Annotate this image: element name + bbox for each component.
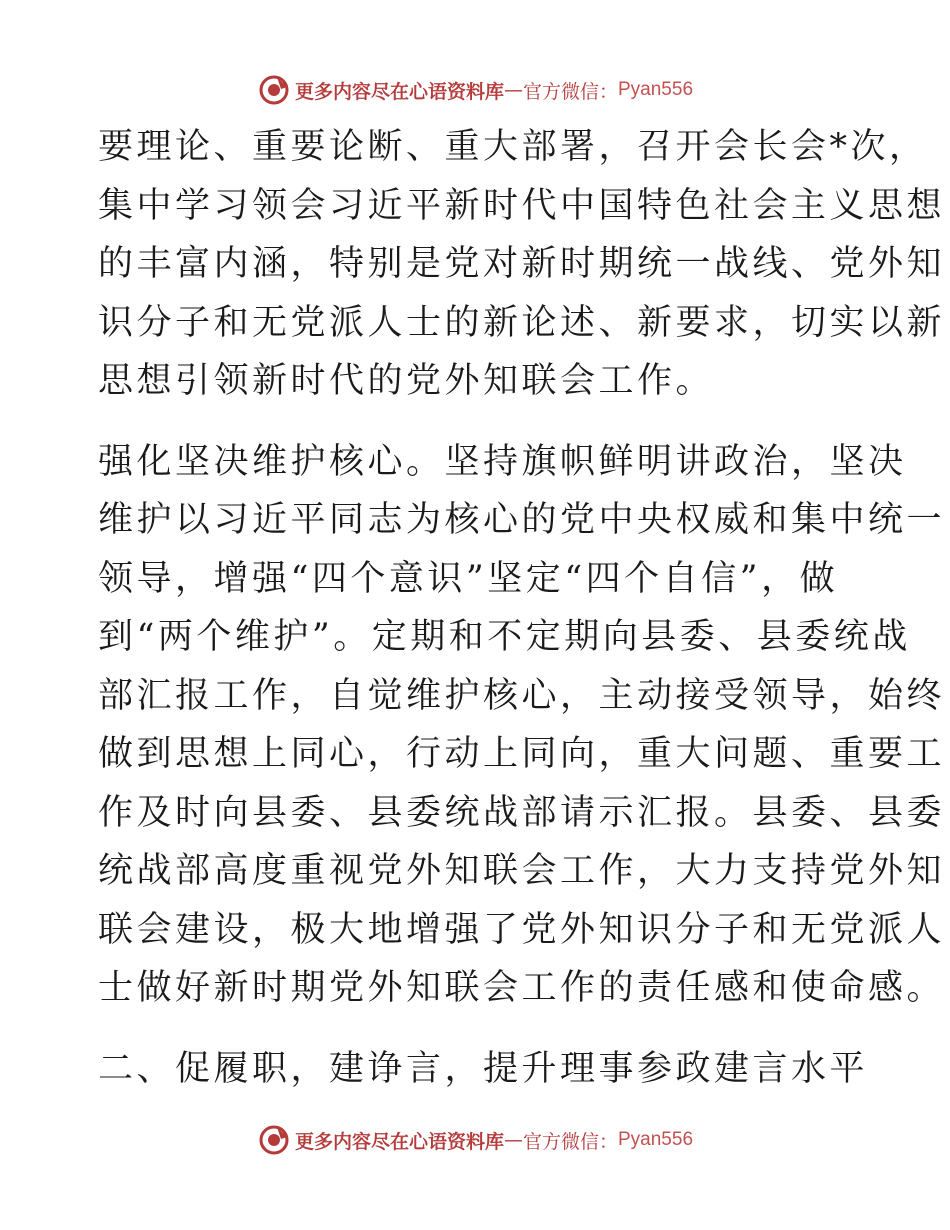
- text-line: 到“两个维护”。定期和不定期向县委、县委统战: [98, 617, 911, 657]
- text-line: 部汇报工作，自觉维护核心，主动接受领导，始终: [98, 675, 946, 716]
- footer-watermark-banner: [0, 1120, 950, 1160]
- text-line: 士做好新时期党外知联会工作的责任感和使命感。: [98, 968, 946, 1008]
- banner-main-text: 更多内容尽在心语资料库: [294, 80, 504, 103]
- text-line: 联会建设，极大地增强了党外知识分子和无党派人: [98, 909, 946, 950]
- banner-wx-id: Pyan556: [618, 1129, 694, 1150]
- banner-wx-id: Pyan556: [618, 79, 694, 100]
- text-line: 强化坚决维护核心。坚持旗帜鲜明讲政治，坚决: [98, 441, 907, 482]
- banner-wx-label: 官方微信：: [522, 80, 618, 103]
- text-line: 做到思想上同心，行动上同向，重大问题、重要工: [98, 734, 946, 774]
- text-line: 思想引领新时代的党外知联会工作。: [98, 361, 715, 401]
- brand-logo-icon: [257, 73, 291, 107]
- section-heading: [98, 1040, 869, 1099]
- header-watermark-banner: [0, 70, 950, 110]
- brand-logo-icon: [257, 1123, 291, 1157]
- text-line: 维护以习近平同志为核心的党中央权威和集中统一: [98, 500, 946, 540]
- text-line: 要理论、重要论断、重大部署，召开会长会*次，: [98, 127, 928, 167]
- paragraph-gap: [98, 411, 858, 433]
- paragraph-2: [98, 433, 946, 1018]
- text-line: 作及时向县委、县委统战部请示汇报。县委、县委: [98, 792, 946, 833]
- text-line: 领导，增强“四个意识”坚定“四个自信”，做: [98, 558, 839, 599]
- banner-wx-label: 官方微信：: [522, 1130, 618, 1153]
- text-line: 的丰富内涵，特别是党对新时期统一战线、党外知: [98, 244, 946, 284]
- paragraph-1: [98, 118, 946, 411]
- banner-dash: —: [503, 1129, 523, 1151]
- banner-dash: —: [503, 79, 523, 101]
- document-body: [98, 118, 946, 1098]
- paragraph-gap: [98, 1018, 858, 1040]
- text-line: 识分子和无党派人士的新论述、新要求，切实以新: [98, 302, 946, 343]
- text-line: 集中学习领会习近平新时代中国特色社会主义思想: [98, 185, 946, 226]
- banner-main-text: 更多内容尽在心语资料库: [294, 1130, 504, 1153]
- heading-line: 二、促履职，建诤言，提升理事参政建言水平: [98, 1048, 869, 1089]
- text-line: 统战部高度重视党外知联会工作，大力支持党外知: [98, 851, 946, 891]
